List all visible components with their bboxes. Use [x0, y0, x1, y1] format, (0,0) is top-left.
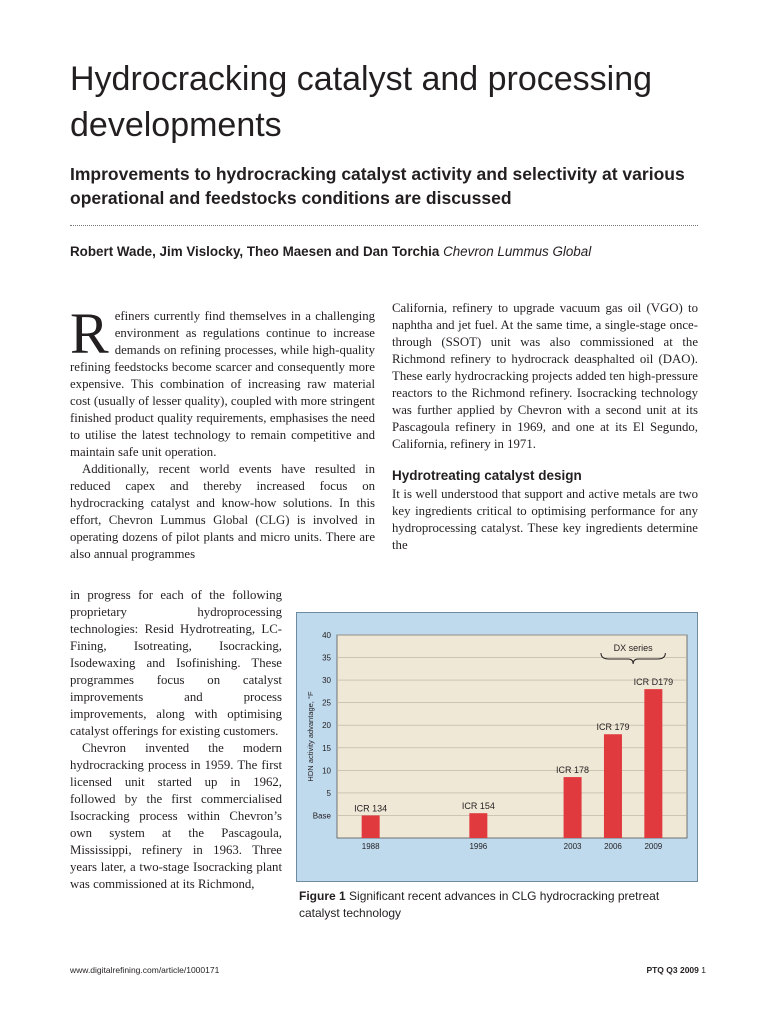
article-title: Hydrocracking catalyst and processing developments	[70, 60, 653, 144]
paragraph-5: It is well understood that support and active metals are two key ingredients critical to optimising performance for any hydroprocessing catalyst. These key ingredients determine the	[392, 487, 698, 552]
figure-caption-text: Significant recent advances in CLG hydrocracking pretreat catalyst technology	[299, 889, 660, 920]
paragraph-2: Additionally, recent world events have resulted in reduced capex and thereby increased focus on hydrocracking catalyst and know-how solutions. In this effort, Chevron Lummus Global (CLG) is involved in operating dozens of pilot plants and micro units. There are also annual programmes	[70, 462, 375, 561]
footer-issue: PTQ Q3 2009	[646, 965, 699, 975]
article-subtitle: Improvements to hydrocracking catalyst activity and selectivity at various operational and feedstocks conditions are discussed	[70, 164, 685, 208]
x-tick-label: 1996	[469, 842, 488, 851]
author-line	[70, 242, 710, 262]
footer-url: www.digitalrefining.com/article/1000171	[70, 965, 220, 975]
y-axis-label: HDN activity advantage, °F	[306, 691, 315, 782]
paragraph-1	[70, 301, 375, 461]
bar-label: ICR 179	[596, 722, 630, 733]
chart-svg	[297, 613, 699, 883]
bar	[469, 813, 487, 838]
bar	[644, 689, 662, 838]
footer-info	[646, 964, 706, 976]
section-heading: Hydrotreating catalyst design	[392, 468, 582, 483]
y-tick-label: 15	[322, 743, 331, 753]
author-names: Robert Wade, Jim Vislocky, Theo Maesen and Dan Torchia	[70, 244, 440, 259]
dotted-divider	[70, 225, 698, 226]
x-tick-label: 1988	[361, 842, 380, 851]
figure-caption-label: Figure 1	[299, 889, 346, 903]
bar-label: ICR 178	[556, 765, 590, 776]
x-tick-label: 2003	[563, 842, 582, 851]
y-tick-label: 35	[322, 653, 331, 663]
page-number: 1	[701, 965, 706, 975]
dx-series-label: DX series	[613, 643, 653, 653]
y-tick-label: 30	[322, 676, 331, 686]
paragraph-2-continued: in progress for each of the following proprietary hydroprocessing technologies: Resid Hydrotreating, LC-Fining, Isotreating, Isocracking, Isodewaxing and Isofinishing. These programmes focus on catalyst improvements and process improvements, along with optimising catalyst offerings for existing customers.	[70, 588, 282, 738]
drop-cap: R	[70, 301, 109, 366]
paragraph-4: California, refinery to upgrade vacuum gas oil (VGO) to naphtha and jet fuel. At the same time, a single-stage once-through (SSOT) unit was also commissioned at the Richmond refinery to hydrocrack deasphalted oil (DAO). These early hydrocracking projects added ten high-pressure reactors to the Richmond refinery. Isocracking technology was further applied by Chevron with a second unit at its Pascagoula refinery in 1969, and one at its El Segundo, California, refinery in 1971.	[392, 301, 698, 451]
plot-area	[337, 635, 687, 838]
left-column-narrow	[70, 587, 282, 893]
bar-label: ICR 154	[461, 801, 495, 812]
figure-caption	[299, 888, 699, 922]
bar-label: ICR 134	[354, 803, 388, 814]
paragraph-3: Chevron invented the modern hydrocracking process in 1959. The first licensed unit started up in 1962, followed by the first commercialised Isocracking process within Chevron’s own system at the Pascagoula, Mississippi, refinery in 1963. Three years later, a two-stage Isocracking plant was commissioned at its Richmond,	[70, 741, 282, 891]
bar-label: ICR D179	[633, 677, 674, 688]
figure-1	[296, 612, 698, 882]
x-tick-label: 2006	[604, 842, 622, 851]
right-column	[392, 300, 698, 554]
y-tick-label: 5	[326, 788, 331, 798]
y-tick-label: 25	[322, 698, 331, 708]
bar	[362, 815, 380, 838]
y-tick-label: 20	[322, 721, 331, 731]
left-column-top	[70, 301, 375, 563]
bar	[564, 777, 582, 838]
author-organization: Chevron Lummus Global	[443, 244, 592, 259]
y-tick-label: 40	[322, 631, 331, 640]
paragraph-1-text: efiners currently find themselves in a challenging environment as regulations continue to increase demands on refining processes, while high-quality refining feedstocks become scarcer and consequently more expensive. This combination of increasing raw material cost (usually of lesser quality), coupled with more stringent finished product quality requirements, emphasises the need to utilise the latest technology to remain competitive and maintain safe unit operation.	[70, 309, 375, 459]
y-tick-label: 10	[322, 766, 331, 776]
y-base-label: Base	[312, 811, 331, 821]
bar	[604, 734, 622, 838]
x-tick-label: 2009	[644, 842, 663, 851]
